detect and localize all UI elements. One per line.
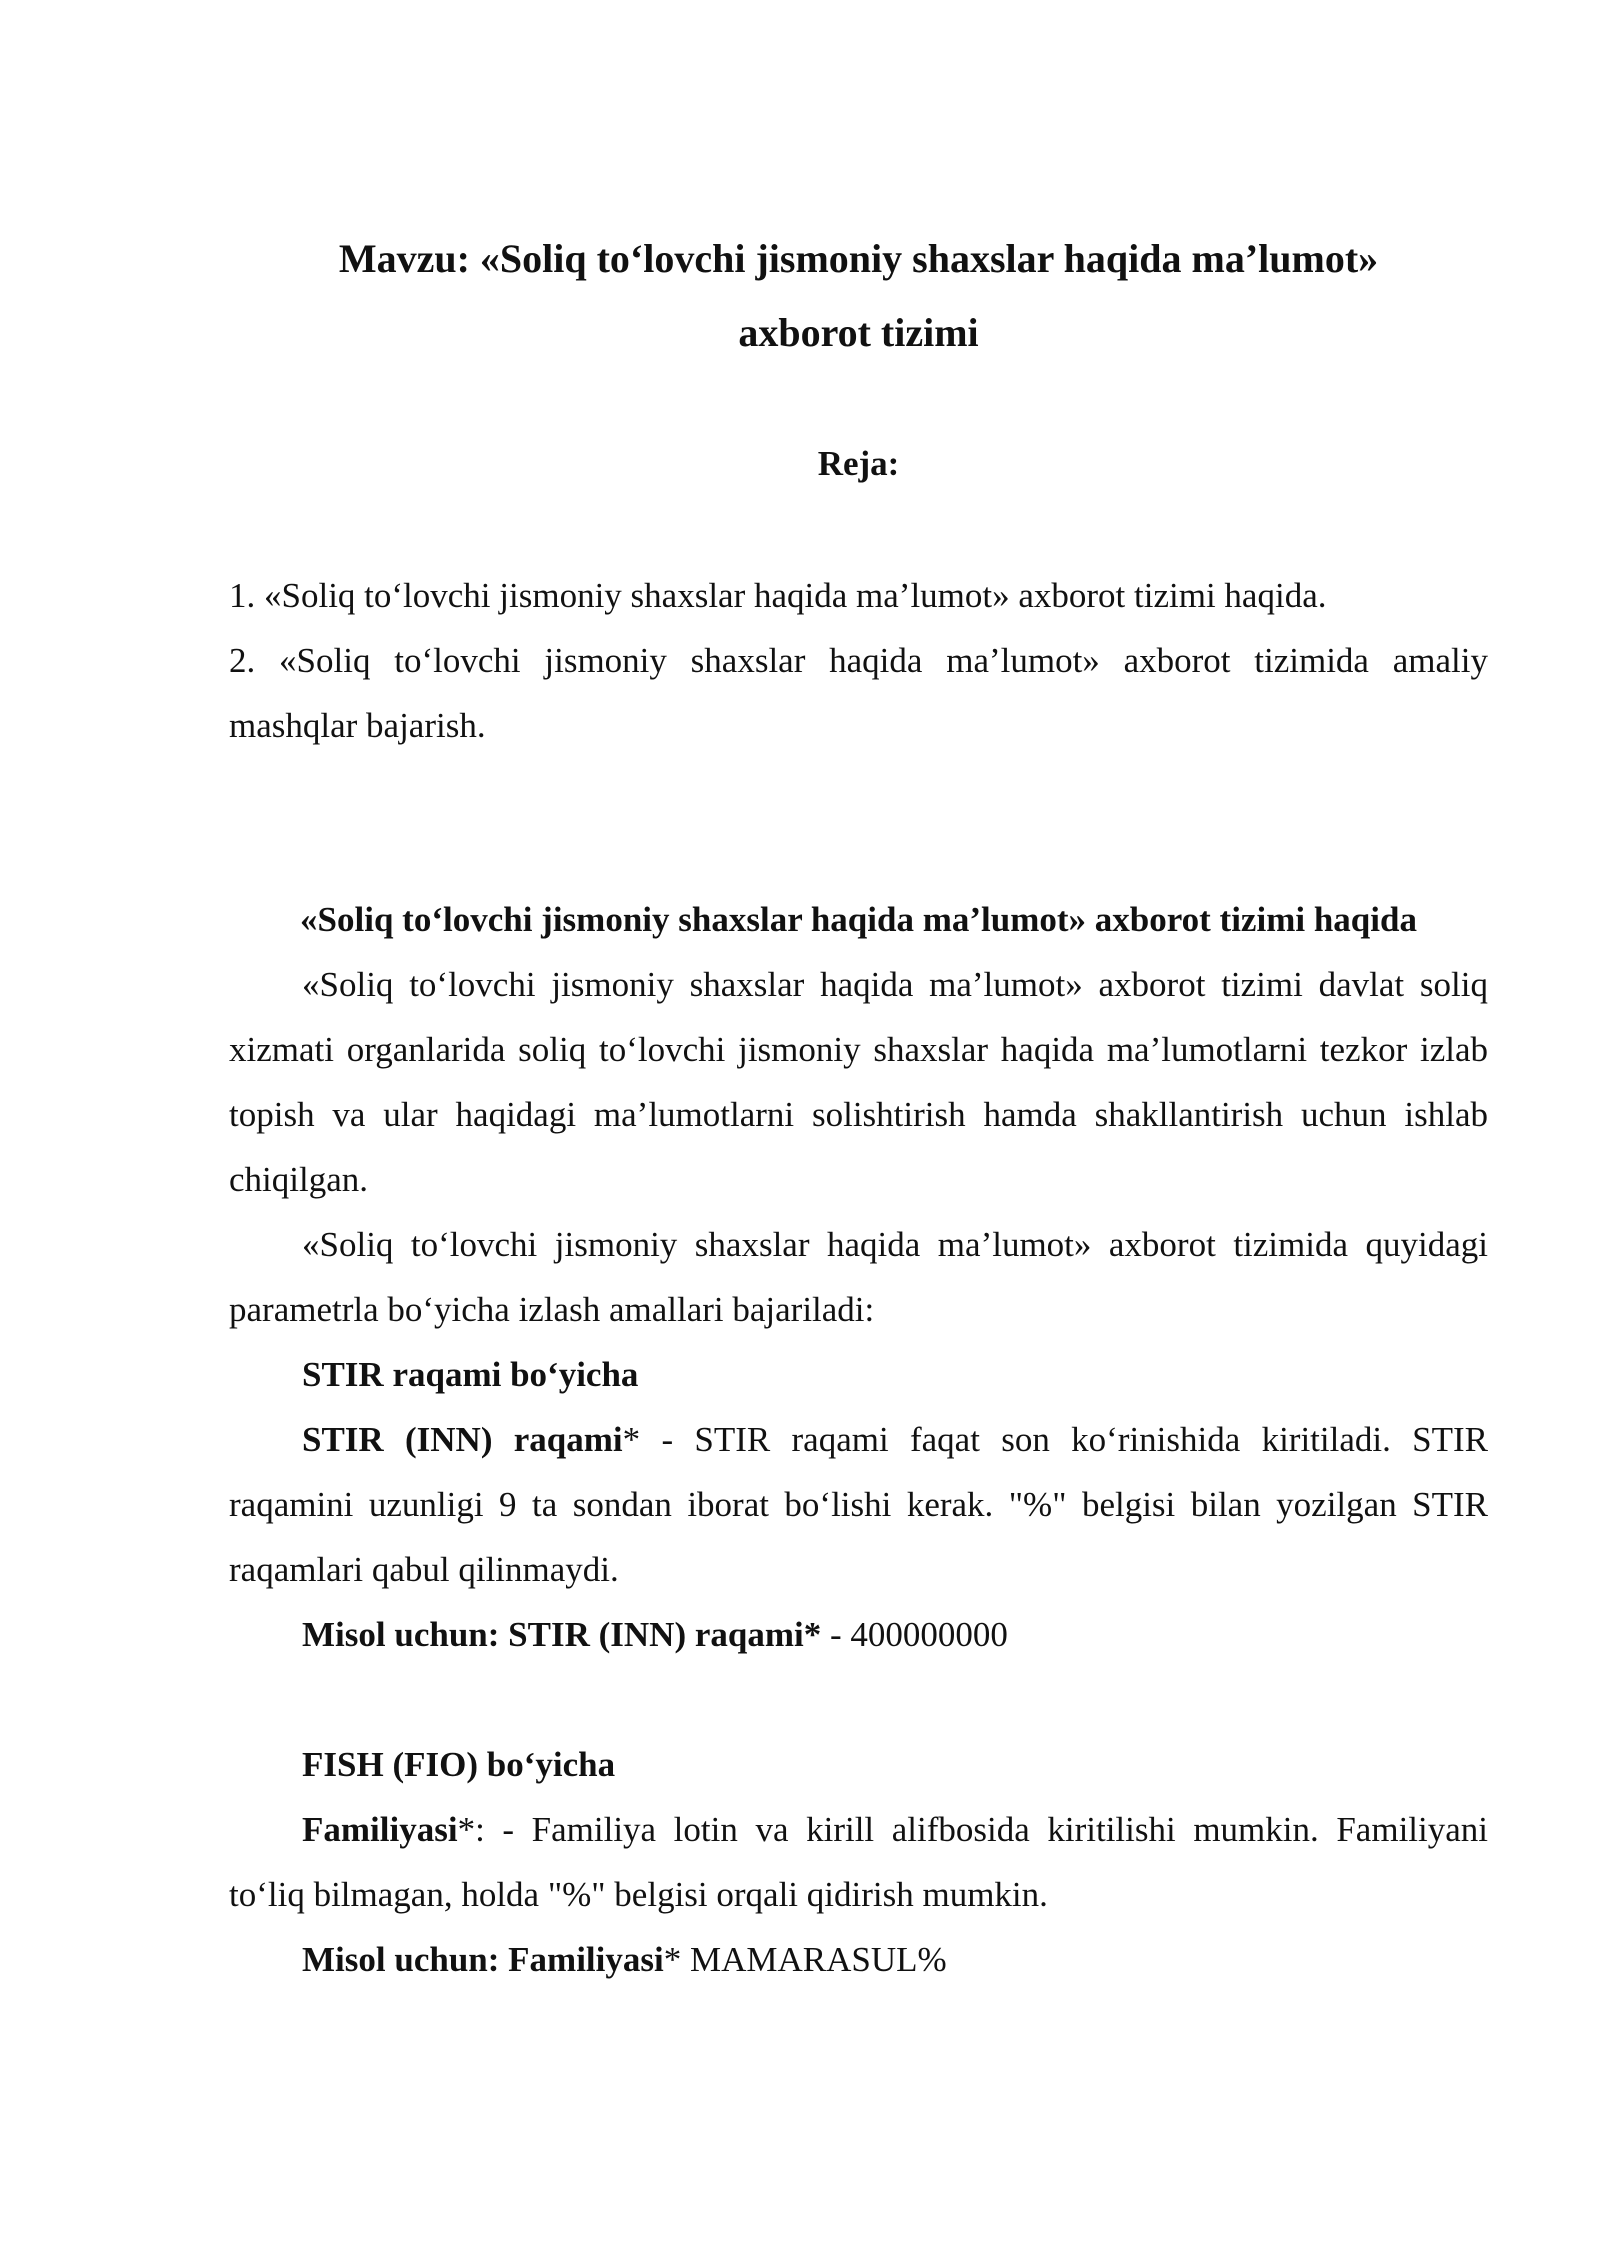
stir-field-text: * - STIR raqami faqat son ko‘rinishida kiritiladi. STIR raqamini uzunligi 9 ta sondan iborat bo‘lishi kerak. "%" belgisi bilan yozilgan STIR raqamlari qabul qilinmaydi.	[229, 1420, 1488, 1589]
plan-item-1: 1. «Soliq to‘lovchi jismoniy shaxslar haqida ma’lumot» axborot tizimi haqida.	[229, 576, 1327, 615]
stir-heading: STIR raqami bo‘yicha	[302, 1355, 639, 1394]
fish-example	[229, 1927, 1488, 1992]
fish-example-label: Misol uchun: Familiyasi	[302, 1940, 664, 1979]
document-body	[229, 887, 1488, 1992]
fish-field-label: Familiyasi	[302, 1810, 458, 1849]
fish-heading: FISH (FIO) bo‘yicha	[302, 1745, 616, 1784]
stir-example-value: - 400000000	[821, 1615, 1008, 1654]
plan-list	[229, 563, 1488, 758]
section-paragraph-2: «Soliq to‘lovchi jismoniy shaxslar haqida ma’lumot» axborot tizimida quyidagi parametrla bo‘yicha izlash amallari bajariladi:	[229, 1225, 1488, 1329]
stir-example-label: Misol uchun: STIR (INN) raqami*	[302, 1615, 822, 1654]
document-title	[229, 222, 1488, 370]
title-line-2: axborot tizimi	[738, 310, 979, 355]
blank-line	[229, 1667, 1488, 1732]
fish-field-description	[229, 1797, 1488, 1927]
stir-field-description	[229, 1407, 1488, 1602]
section-paragraph-1: «Soliq to‘lovchi jismoniy shaxslar haqida ma’lumot» axborot tizimi davlat soliq xizmati organlarida soliq to‘lovchi jismoniy shaxslar haqida ma’lumotlarni tezkor izlab topish va ular haqidagi ma’lumotlarni solishtirish hamda shakllantirish uchun ishlab chiqilgan.	[229, 965, 1488, 1199]
fish-example-value: * MAMARASUL%	[663, 1940, 947, 1979]
stir-field-label: STIR (INN) raqami	[302, 1420, 623, 1459]
plan-item-2: 2. «Soliq to‘lovchi jismoniy shaxslar haqida ma’lumot» axborot tizimida amaliy mashqlar bajarish.	[229, 641, 1488, 745]
stir-example	[229, 1602, 1488, 1667]
title-line-1: Mavzu: «Soliq to‘lovchi jismoniy shaxslar haqida ma’lumot»	[338, 236, 1379, 281]
plan-heading: Reja:	[817, 444, 900, 483]
section-heading: «Soliq to‘lovchi jismoniy shaxslar haqida ma’lumot» axborot tizimi haqida	[300, 900, 1417, 939]
fish-field-text: *: - Familiya lotin va kirill alifbosida kiritilishi mumkin. Familiyani to‘liq bilmagan, holda "%" belgisi orqali qidirish mumkin.	[229, 1810, 1488, 1914]
